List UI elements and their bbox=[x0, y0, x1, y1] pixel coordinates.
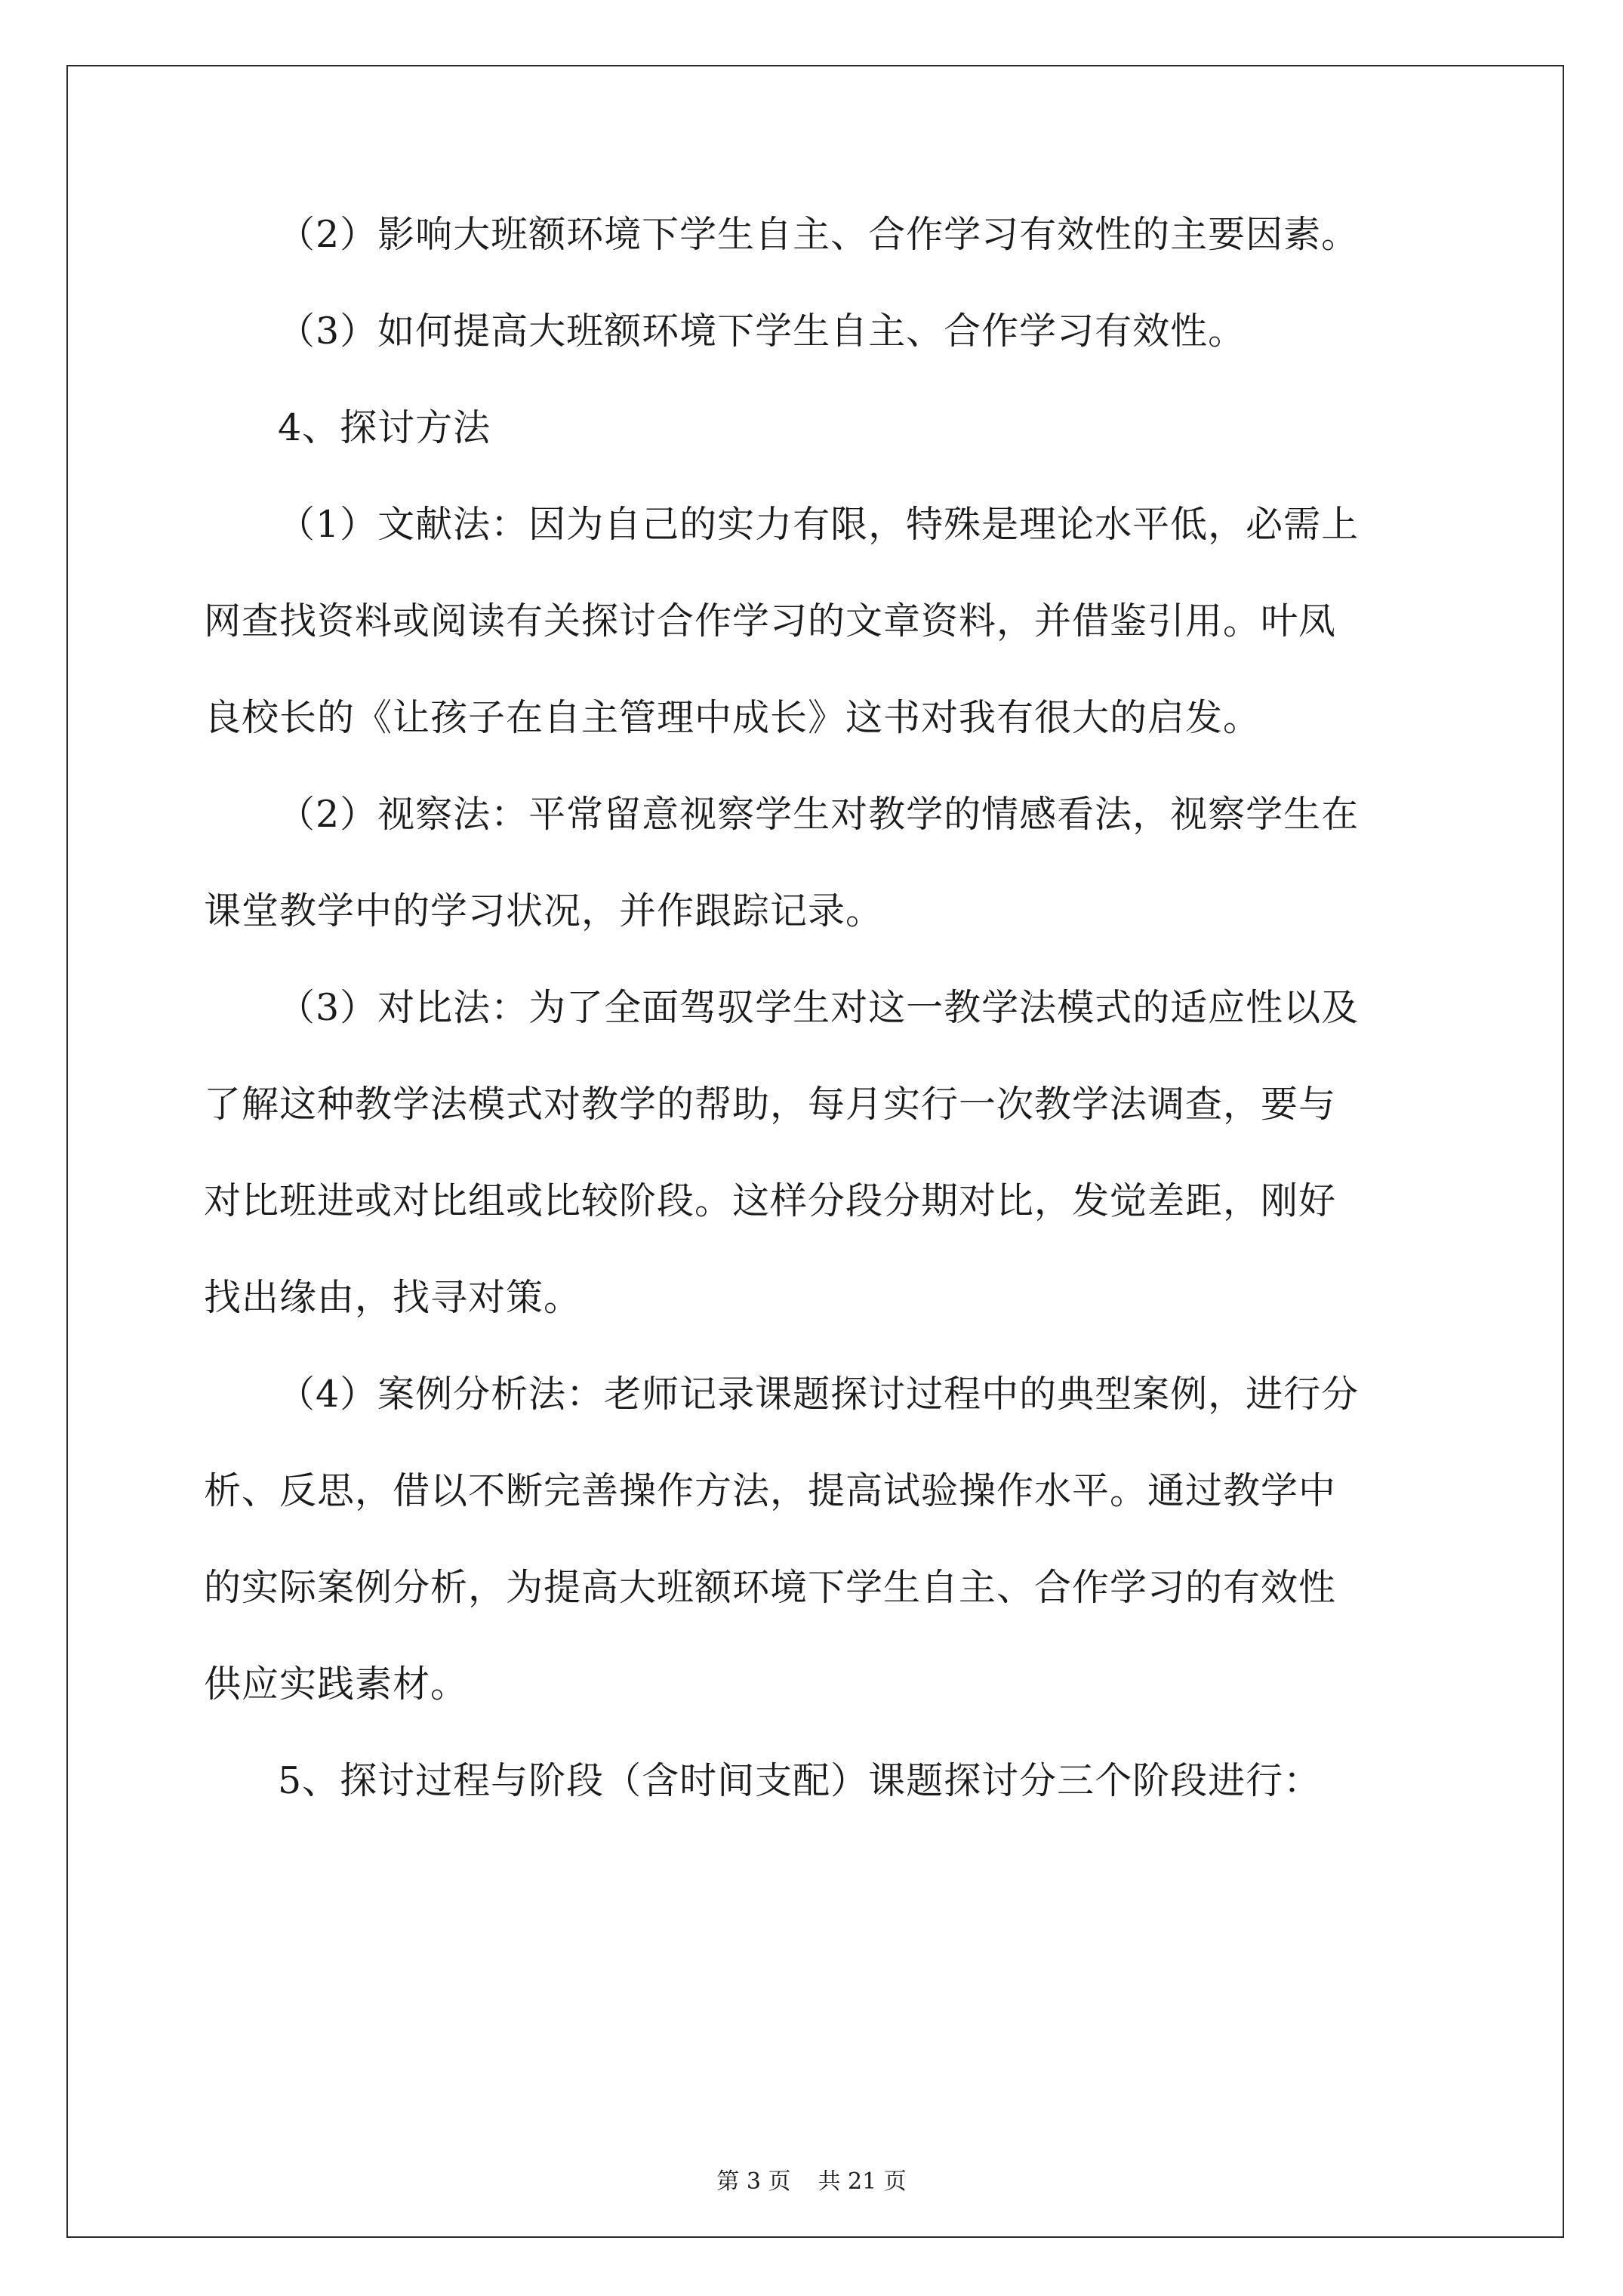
page-border bbox=[66, 65, 1564, 2238]
paragraph-line: 析、反思，借以不断完善操作方法，提高试验操作水平。通过教学中 bbox=[204, 1469, 1337, 1512]
paragraph-line: （4）案例分析法：老师记录课题探讨过程中的典型案例，进行分 bbox=[278, 1373, 1360, 1416]
page-footer bbox=[0, 2168, 1623, 2196]
paragraph-line: 了解这种教学法模式对教学的帮助，每月实行一次教学法调查，要与 bbox=[204, 1083, 1337, 1126]
paragraph-line: （3）如何提高大班额环境下学生自主、合作学习有效性。 bbox=[278, 310, 1246, 353]
paragraph-line: 对比班进或对比组或比较阶段。这样分段分期对比，发觉差距，刚好 bbox=[204, 1179, 1337, 1222]
page-number: 第 3 页 bbox=[716, 2168, 791, 2195]
paragraph-line: 良校长的《让孩子在自主管理中成长》这书对我有很大的启发。 bbox=[204, 696, 1261, 739]
section-heading: 4、探讨方法 bbox=[278, 406, 491, 449]
paragraph-line: 供应实践素材。 bbox=[204, 1663, 469, 1706]
paragraph-line: 的实际案例分析，为提高大班额环境下学生自主、合作学习的有效性 bbox=[204, 1566, 1337, 1609]
section-heading: 5、探讨过程与阶段（含时间支配）课题探讨分三个阶段进行： bbox=[278, 1759, 1322, 1802]
paragraph-line: 找出缘由，找寻对策。 bbox=[204, 1276, 582, 1319]
paragraph-line: 课堂教学中的学习状况，并作跟踪记录。 bbox=[204, 889, 884, 932]
paragraph-line: （1）文献法：因为自己的实力有限，特殊是理论水平低，必需上 bbox=[278, 503, 1360, 546]
paragraph-line: （2）视察法：平常留意视察学生对教学的情感看法，视察学生在 bbox=[278, 793, 1360, 836]
page-total: 共 21 页 bbox=[818, 2168, 907, 2195]
paragraph-line: （2）影响大班额环境下学生自主、合作学习有效性的主要因素。 bbox=[278, 213, 1360, 256]
paragraph-line: （3）对比法：为了全面驾驭学生对这一教学法模式的适应性以及 bbox=[278, 986, 1360, 1029]
paragraph-line: 网查找资料或阅读有关探讨合作学习的文章资料，并借鉴引用。叶凤 bbox=[204, 599, 1337, 643]
